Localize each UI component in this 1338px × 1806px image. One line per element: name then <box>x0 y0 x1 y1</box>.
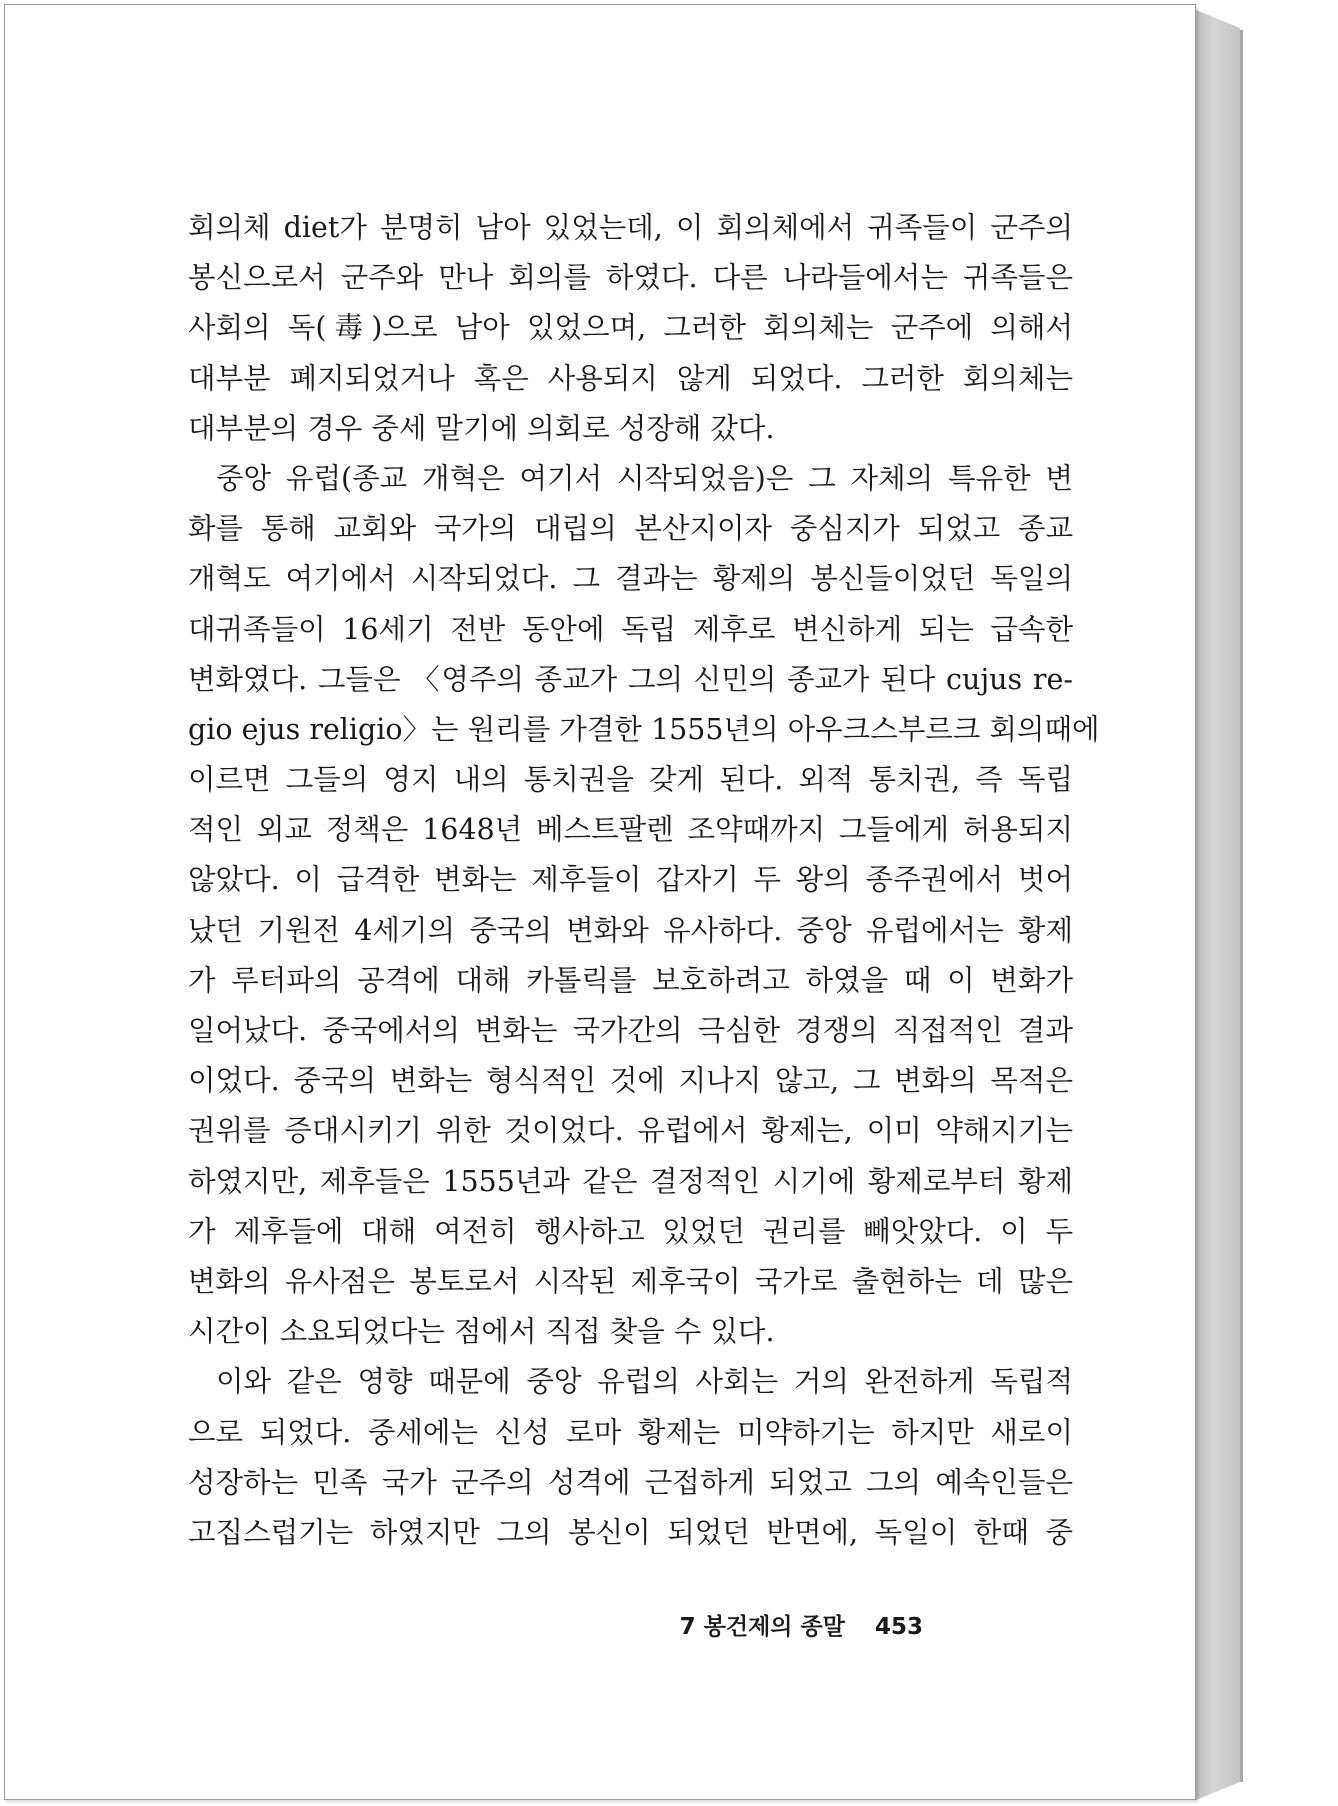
text-line: 이었다. 중국의 변화는 형식적인 것에 지나지 않고, 그 변화의 목적은 <box>188 1064 1073 1098</box>
text-line: 개혁도 여기에서 시작되었다. 그 결과는 황제의 봉신들이었던 독일의 <box>188 562 1073 596</box>
chapter-title: 7 봉건제의 종말 <box>679 1614 845 1640</box>
page-stack-edge <box>1196 10 1240 1800</box>
paragraph <box>188 203 1073 454</box>
text-line: 났던 기원전 4세기의 중국의 변화와 유사하다. 중앙 유럽에서는 황제 <box>188 913 1073 947</box>
body-text <box>188 203 1100 1558</box>
text-line: gio ejus religio〉는 원리를 가결한 1555년의 아우크스부르크 회의때에 <box>188 712 1100 746</box>
paragraph <box>188 1357 1073 1558</box>
text-line: 고집스럽기는 하였지만 그의 봉신이 되었던 반면에, 독일이 한때 중 <box>188 1515 1073 1549</box>
text-line: 성장하는 민족 국가 군주의 성격에 근접하게 되었고 그의 예속인들은 <box>188 1465 1073 1499</box>
text-line: 중앙 유럽(종교 개혁은 여기서 시작되었음)은 그 자체의 특유한 변 <box>216 461 1073 495</box>
text-line: 이르면 그들의 영지 내의 통치권을 갖게 된다. 외적 통치권, 즉 독립 <box>188 763 1073 797</box>
text-line: 변화였다. 그들은 〈영주의 종교가 그의 신민의 종교가 된다 cujus re- <box>188 662 1073 696</box>
text-line: 대부분의 경우 중세 말기에 의회로 성장해 갔다. <box>188 411 775 445</box>
running-footer <box>680 1608 923 1641</box>
text-line: 회의체 diet가 분명히 남아 있었는데, 이 회의체에서 귀족들이 군주의 <box>188 211 1073 244</box>
text-line: 가 루터파의 공격에 대해 카톨릭를 보호하려고 하였을 때 이 변화가 <box>188 963 1073 997</box>
page-stack-shadow <box>1240 30 1243 1782</box>
text-line: 적인 외교 정책은 1648년 베스트팔렌 조약때까지 그들에게 허용되지 <box>188 813 1073 847</box>
text-line: 권위를 증대시키기 위한 것이었다. 유럽에서 황제는, 이미 약해지기는 <box>188 1114 1073 1148</box>
page-number: 453 <box>874 1614 923 1640</box>
text-line: 화를 통해 교회와 국가의 대립의 본산지이자 중심지가 되었고 종교 <box>188 512 1073 546</box>
text-line: 변화의 유사점은 봉토로서 시작된 제후국이 국가로 출현하는 데 많은 <box>188 1264 1073 1298</box>
text-line: 사회의 독(毒)으로 남아 있었으며, 그러한 회의체는 군주에 의해서 <box>188 311 1073 345</box>
text-line: 일어났다. 중국에서의 변화는 국가간의 극심한 경쟁의 직접적인 결과 <box>188 1014 1073 1047</box>
text-line: 시간이 소요되었다는 점에서 직접 찾을 수 있다. <box>188 1315 775 1349</box>
text-line: 하였지만, 제후들은 1555년과 같은 결정적인 시기에 황제로부터 황제 <box>188 1164 1073 1198</box>
text-line: 으로 되었다. 중세에는 신성 로마 황제는 미약하기는 하지만 새로이 <box>188 1415 1073 1449</box>
book-page <box>4 4 1196 1800</box>
text-line: 않았다. 이 급격한 변화는 제후들이 갑자기 두 왕의 종주권에서 벗어 <box>188 863 1073 897</box>
text-line: 대귀족들이 16세기 전반 동안에 독립 제후로 변신하게 되는 급속한 <box>188 612 1073 646</box>
text-line: 이와 같은 영향 때문에 중앙 유럽의 사회는 거의 완전하게 독립적 <box>216 1365 1073 1399</box>
text-line: 대부분 폐지되었거나 혹은 사용되지 않게 되었다. 그러한 회의체는 <box>188 361 1073 395</box>
text-line: 봉신으로서 군주와 만나 회의를 하였다. 다른 나라들에서는 귀족들은 <box>188 261 1073 295</box>
text-line: 가 제후들에 대해 여전히 행사하고 있었던 권리를 빼앗았다. 이 두 <box>188 1214 1073 1248</box>
paragraph <box>188 454 1100 1357</box>
